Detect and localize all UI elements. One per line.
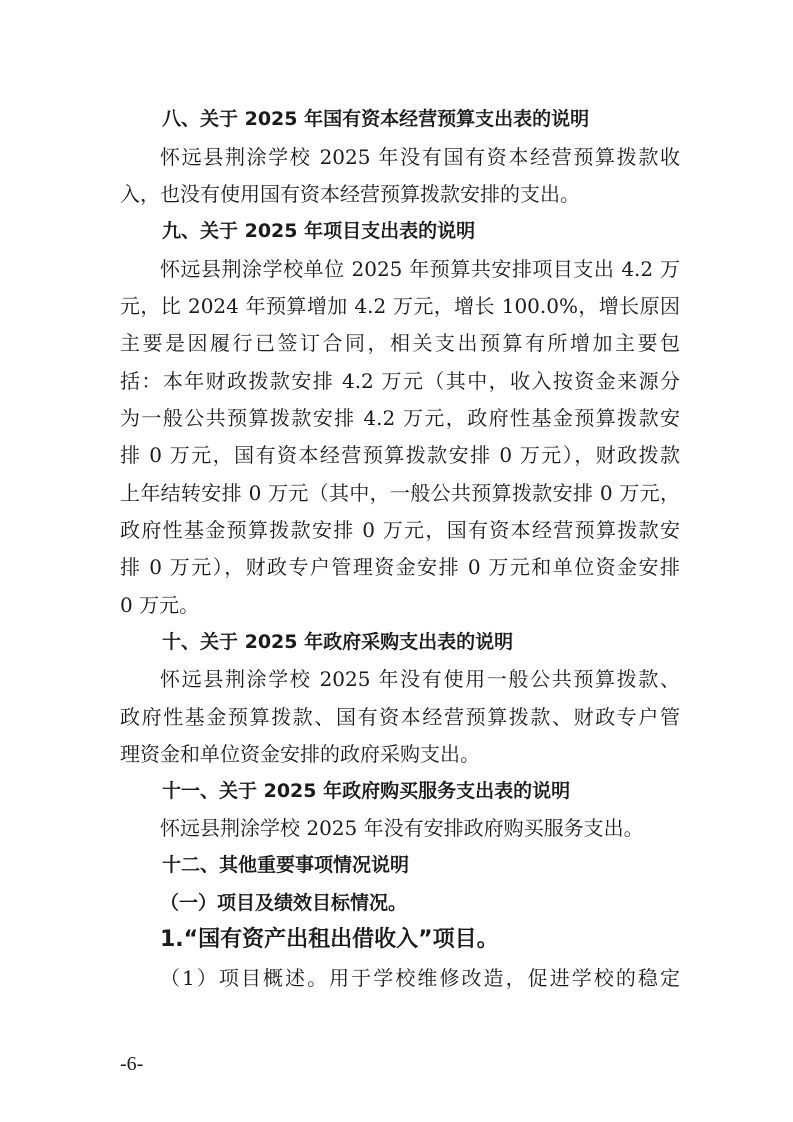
subsection-heading: （一）项目及绩效目标情况。	[160, 892, 408, 914]
section-11-paragraph-line: 怀远县荆涂学校 2025 年没有安排政府购买服务支出。	[160, 816, 644, 840]
section-9-paragraph-line: 为一般公共预算拨款安排 4.2 万元，政府性基金预算拨款安	[120, 406, 680, 430]
section-11-heading: 十一、关于 2025 年政府购买服务支出表的说明	[162, 780, 571, 802]
section-10-paragraph-line: 怀远县荆涂学校 2025 年没有使用一般公共预算拨款、	[160, 667, 680, 691]
project-overview-line: （1）项目概述。用于学校维修改造，促进学校的稳定	[160, 966, 680, 990]
section-9-paragraph-line: 括：本年财政拨款安排 4.2 万元（其中，收入按资金来源分	[120, 369, 680, 393]
page-number: -6-	[120, 1053, 144, 1075]
section-9-heading: 九、关于 2025 年项目支出表的说明	[162, 220, 476, 242]
section-9-paragraph-line: 怀远县荆涂学校单位 2025 年预算共安排项目支出 4.2 万	[160, 257, 680, 281]
section-8-paragraph-line: 入，也没有使用国有资本经营预算拨款安排的支出。	[120, 182, 580, 206]
section-9-paragraph-line: 排 0 万元），财政专户管理资金安排 0 万元和单位资金安排	[120, 555, 680, 579]
section-9-paragraph-line: 政府性基金预算拨款安排 0 万元，国有资本经营预算拨款安	[120, 518, 680, 542]
section-10-heading: 十、关于 2025 年政府采购支出表的说明	[162, 631, 514, 653]
section-9-paragraph-line: 排 0 万元，国有资本经营预算拨款安排 0 万元），财政拨款	[120, 443, 680, 467]
section-8-paragraph-line: 怀远县荆涂学校 2025 年没有国有资本经营预算拨款收	[160, 145, 680, 169]
project-heading: 1.“国有资产出租出借收入”项目。	[160, 927, 499, 952]
section-12-heading: 十二、其他重要事项情况说明	[162, 854, 410, 876]
section-9-paragraph-line: 0 万元。	[120, 593, 200, 617]
section-8-heading: 八、关于 2025 年国有资本经营预算支出表的说明	[162, 108, 590, 130]
section-10-paragraph-line: 政府性基金预算拨款、国有资本经营预算拨款、财政专户管	[120, 705, 680, 729]
section-9-paragraph-line: 元，比 2024 年预算增加 4.2 万元，增长 100.0%，增长原因	[120, 294, 680, 318]
section-9-paragraph-line: 主要是因履行已签订合同，相关支出预算有所增加主要包	[120, 331, 680, 355]
section-10-paragraph-line: 理资金和单位资金安排的政府采购支出。	[120, 742, 480, 766]
section-9-paragraph-line: 上年结转安排 0 万元（其中，一般公共预算拨款安排 0 万元，	[120, 481, 680, 505]
